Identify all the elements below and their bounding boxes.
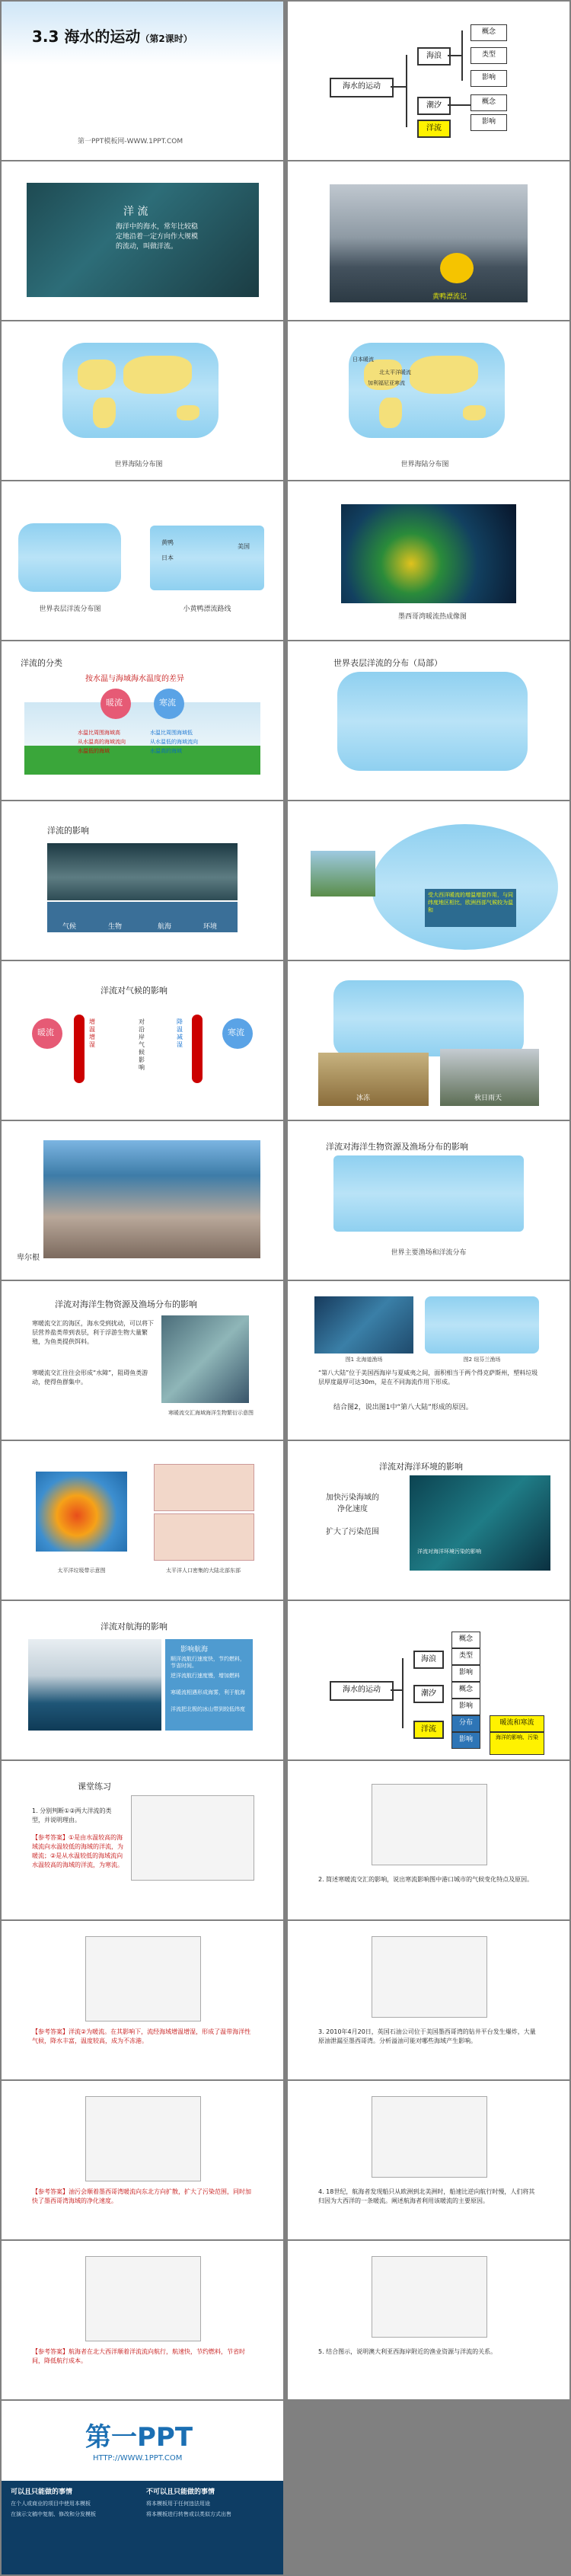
col1-line-2: 在演示文稿中复制、修改和分发模板 <box>11 2511 96 2517</box>
cold-desc-1: 水温比周围海域低 <box>150 730 193 736</box>
slide-3[interactable] <box>2 161 283 320</box>
slide-12[interactable] <box>288 801 569 960</box>
classification-graphic <box>24 702 260 775</box>
fig2-caption: 图2 纽芬兰渔场 <box>463 1357 501 1363</box>
bullet-2: 逆洋流航行速度慢，增加燃料 <box>171 1673 240 1679</box>
slide-25[interactable] <box>2 1921 283 2079</box>
stamp-2 <box>154 1513 254 1561</box>
world-currents-map <box>18 523 121 592</box>
pollution-caption: 洋流对海洋环境污染的影响 <box>417 1548 481 1555</box>
waves-photo <box>47 843 238 900</box>
thermal-image <box>341 504 516 603</box>
thermometer-cold <box>192 1015 203 1083</box>
fishing-caption: 世界主要渔场和洋流分布 <box>391 1249 467 1257</box>
cold-label: 寒流 <box>228 1028 244 1037</box>
europe-map <box>372 824 558 950</box>
thermal-caption: 墨西哥湾暖流热成像图 <box>397 613 467 621</box>
sub-impact: 影响 <box>451 1732 480 1749</box>
label-california: 加利福尼亚寒流 <box>368 380 405 386</box>
harbor-photo <box>330 184 528 302</box>
brand-logo: 第一PPT <box>85 2422 193 2453</box>
answer-4: 【参考答案】航海者在北大西洋顺着洋流流向航行，航速快，节约燃料，节省时间，降低航行成本。 <box>32 2348 245 2364</box>
leaf-impact-2: 影响 <box>451 1699 480 1715</box>
question-2: 2. 简述寒暖流交汇的影响，说出寒流影响图中港口城市的气候变化特点及原因。 <box>318 1876 534 1883</box>
partial-current-map <box>337 672 528 771</box>
coastal-impact: 对沿岸气候影响 <box>139 1018 145 1071</box>
branch-tides: 潮汐 <box>417 97 451 115</box>
map-label-usa: 美国 <box>238 543 250 550</box>
detail-marine-effects: 海洋的影响、污染 <box>490 1732 544 1755</box>
map-label-japan: 日本 <box>161 555 174 561</box>
slide-1[interactable] <box>2 2 283 160</box>
brand-slide[interactable] <box>2 2401 283 2574</box>
exercise-map <box>372 1784 487 1865</box>
stamp-1 <box>154 1464 254 1511</box>
slide-10[interactable] <box>288 641 569 800</box>
leaf-impact: 影响 <box>471 70 507 87</box>
slide-title: 洋流对海洋环境的影响 <box>379 1462 463 1472</box>
branch-waves: 海浪 <box>417 47 451 66</box>
garbage-text: “第八大陆”位于美国西海岸与夏威夷之间，面积相当于两个得克萨斯州，塑料垃圾层厚度最厚可达30m，是在不同海流作用下形成。 <box>318 1369 538 1385</box>
rainy-caption: 秋日雨天 <box>474 1095 502 1102</box>
answer-1: 【参考答案】①是由水温较高的海域流向水温较低的海域的洋流，为暖流；②是从水温较低的海域流向水温较高的海域的洋流，为寒流。 <box>32 1834 123 1868</box>
fig1-caption: 图1 北海道渔场 <box>345 1357 383 1363</box>
question-5: 5. 结合图示，说明澳大利亚西海岸附近的渔业资源与洋流的关系。 <box>318 2348 497 2355</box>
answer-3: 【参考答案】油污会顺着墨西哥湾暖流向东北方向扩散，扩大了污染范围，同时加快了墨西哥湾海域的净化速度。 <box>32 2188 251 2204</box>
garbage-question: 结合图2，说出图1中“第八大陆”形成的原因。 <box>333 1404 473 1411</box>
warm-desc-2: 从水温高的海域流向 <box>78 739 126 745</box>
warm-label: 暖流 <box>37 1028 54 1037</box>
fishing-map <box>333 1155 524 1232</box>
impact-climate: 气候 <box>62 923 77 931</box>
slide-title: 洋流对海洋生物资源及渔场分布的影响 <box>326 1142 468 1152</box>
panel-heading: 影响航海 <box>180 1646 209 1654</box>
slide-29[interactable] <box>2 2241 283 2399</box>
garbage-map <box>36 1472 127 1552</box>
branch-tides: 潮汐 <box>413 1685 444 1703</box>
rubber-duck <box>440 253 474 283</box>
thermometer-hot <box>74 1015 85 1083</box>
slide-4[interactable] <box>288 161 569 320</box>
exercise-map <box>372 2096 487 2178</box>
slide-9[interactable] <box>2 641 283 800</box>
frozen-photo <box>318 1053 429 1106</box>
map-caption: 世界海陆分布图 <box>400 461 449 468</box>
slide-11[interactable] <box>2 801 283 960</box>
region-map <box>333 980 524 1056</box>
label-north-pacific: 北太平洋暖流 <box>379 369 411 376</box>
fishery-photo <box>161 1315 249 1403</box>
frozen-caption: 冰冻 <box>356 1095 371 1102</box>
classification-note: 按水温与海域海水温度的差异 <box>85 675 184 683</box>
root-node: 海水的运动 <box>330 78 394 97</box>
slide-27[interactable] <box>2 2081 283 2239</box>
question-3: 3. 2010年4月20日，英国石油公司位于美国墨西哥湾的钻井平台发生爆炸，大量原油泄漏至墨西哥湾。分析溢油可能对哪些海域产生影响。 <box>318 2028 536 2044</box>
slide-14[interactable] <box>288 961 569 1120</box>
exercise-map <box>85 1936 201 2021</box>
slide-26[interactable] <box>288 1921 569 2079</box>
detail-warm-cold: 暖流和寒流 <box>490 1715 544 1732</box>
slide-title: 洋流的影响 <box>47 826 89 836</box>
caption-right: 小黄鸭漂流路线 <box>183 606 231 613</box>
root-node: 海水的运动 <box>330 1681 394 1701</box>
impact-environment: 环境 <box>203 923 218 931</box>
bergen-photo <box>43 1140 260 1258</box>
bergen-caption: 卑尔根 <box>17 1254 40 1262</box>
slide-6[interactable] <box>288 321 569 480</box>
slide-21[interactable] <box>2 1601 283 1759</box>
spread-line: 扩大了污染范围 <box>326 1528 379 1536</box>
slide-16[interactable] <box>288 1121 569 1280</box>
info-panel <box>165 1639 253 1731</box>
exercise-map <box>85 2256 201 2341</box>
slide-title: 课堂练习 <box>78 1782 111 1791</box>
slide-2[interactable] <box>288 2 569 160</box>
cold-desc-2: 从水温低的海域流向 <box>150 739 198 745</box>
stamp-caption: 太平洋人口密集的大陆北部东部 <box>166 1568 241 1574</box>
leaf-impact-2: 影响 <box>471 114 507 131</box>
exercise-map <box>131 1795 254 1881</box>
paragraph-2: 寒暖流交汇往往会形成“水障”，阻碍鱼类游动，使得鱼群集中。 <box>32 1369 148 1385</box>
slide-13[interactable] <box>2 961 283 1120</box>
branch-currents: 洋流 <box>417 120 451 138</box>
col2-line-1: 将本模板用于任何违法用途 <box>146 2501 210 2507</box>
cold-desc-3: 水温高的海域 <box>150 748 182 754</box>
impact-navigation: 航海 <box>158 923 172 931</box>
slide-17[interactable] <box>2 1281 283 1440</box>
current-label: 洋 流 <box>123 206 148 218</box>
impact-biology: 生物 <box>108 923 123 931</box>
branch-waves: 海浪 <box>413 1651 444 1669</box>
col1-title: 可以且只能做的事情 <box>11 2488 73 2496</box>
question-1: 1. 分别判断①②两大洋流的类型，并说明理由。 <box>32 1807 112 1823</box>
garbage-map-caption: 太平洋垃圾带示意图 <box>57 1568 106 1574</box>
landscape-photo <box>311 851 375 896</box>
bullet-1: 顺洋流航行速度快，节约燃料，节省时间。 <box>171 1656 245 1669</box>
slide-18[interactable] <box>288 1281 569 1440</box>
slide-28[interactable] <box>288 2081 569 2239</box>
col2-title: 不可以且只能做的事情 <box>146 2488 215 2496</box>
slide-22[interactable] <box>288 1601 569 1759</box>
slide-23[interactable] <box>2 1761 283 1919</box>
slide-30[interactable] <box>288 2241 569 2399</box>
map-caption: 世界海陆分布图 <box>114 461 163 468</box>
answer-2: 【参考答案】洋流②为暖流。在其影响下，流经海域增温增湿，形成了温带海洋性气候，降水丰富，温度较高，成为不冻港。 <box>32 2028 251 2044</box>
leaf-concept: 概念 <box>451 1632 480 1648</box>
slide-title: 洋流对航海的影响 <box>100 1622 167 1632</box>
slide-24[interactable] <box>288 1761 569 1919</box>
sub-distribution: 分布 <box>451 1715 480 1732</box>
warm-effect: 增温增湿 <box>89 1018 95 1048</box>
fig1-map <box>314 1296 413 1354</box>
slide-subtitle: （第2课时） <box>140 34 193 44</box>
leaf-impact: 影响 <box>451 1665 480 1682</box>
cold-effect: 降温减湿 <box>177 1018 183 1048</box>
map-label-duck: 黄鸭 <box>161 539 174 546</box>
slide-title: 洋流的分类 <box>21 658 62 668</box>
current-definition: 海洋中的海水，常年比较稳定地沿着一定方向作大规模的流动，叫做洋流。 <box>116 223 199 251</box>
exercise-map <box>372 2256 487 2338</box>
fig2-map <box>425 1296 539 1354</box>
leaf-concept-2: 概念 <box>451 1682 480 1699</box>
leaf-concept: 概念 <box>471 24 507 41</box>
slide-title: 世界表层洋流的分布（局部） <box>333 658 442 668</box>
duck-caption: 黄鸭漂流记 <box>432 293 467 301</box>
slide-15[interactable] <box>2 1121 283 1280</box>
purify-line-1: 加快污染海域的 <box>326 1494 379 1502</box>
slide-20[interactable] <box>288 1441 569 1600</box>
bullet-3: 寒暖流相遇形成海雾，利于航海 <box>171 1689 245 1695</box>
bullet-4: 洋流把北极的冰山带到较低纬度 <box>171 1706 245 1712</box>
col1-line-1: 在个人或商业的项目中使用本模板 <box>11 2501 91 2507</box>
purify-line-2: 净化速度 <box>337 1505 368 1513</box>
slide-5[interactable] <box>2 321 283 480</box>
leaf-type: 类型 <box>451 1648 480 1665</box>
leaf-type: 类型 <box>471 47 507 64</box>
slide-8[interactable] <box>288 481 569 640</box>
branch-currents: 洋流 <box>413 1721 444 1739</box>
cold-label: 寒流 <box>159 698 176 708</box>
slide-title: 洋流对海洋生物资源及渔场分布的影响 <box>55 1299 197 1309</box>
warm-desc-1: 水温比周围海域高 <box>78 730 120 736</box>
caption-left: 世界表层洋流分布图 <box>39 606 101 613</box>
footer-text: 第一PPT模板网-WWW.1PPT.COM <box>78 138 183 145</box>
warm-desc-3: 水温低的海域 <box>78 748 110 754</box>
slide-7[interactable] <box>2 481 283 640</box>
slide-19[interactable] <box>2 1441 283 1600</box>
question-4: 4. 18世纪，航海者发现船只从欧洲到北美洲时，船速比逆向航行时慢，人们将其归因为大西洋的一条暖流。阐述航海者利用该暖流的主要原因。 <box>318 2188 535 2204</box>
slide-title: 洋流对气候的影响 <box>100 986 167 996</box>
paragraph-1: 寒暖流交汇的海区，海水受到扰动，可以将下层营养盐类带到表层，利于浮游生物大量繁殖，为鱼类提供饵料。 <box>32 1320 154 1345</box>
exercise-map <box>85 2096 201 2181</box>
label-japan-current: 日本暖流 <box>352 356 374 363</box>
col2-line-2: 将本模板进行转售或以类似方式出售 <box>146 2511 231 2517</box>
leaf-concept-2: 概念 <box>471 94 507 111</box>
ship-photo <box>28 1639 161 1731</box>
slide-title: 3.3 海水的运动 <box>32 27 141 46</box>
warm-label: 暖流 <box>106 698 123 708</box>
europe-caption: 受大西洋暖流的增温增湿作用，与同纬度地区相比，欧洲西部气候较为温和 <box>428 892 513 913</box>
fishery-caption: 寒暖流交汇海域海洋生物繁衍示意图 <box>168 1410 254 1416</box>
pollution-photo <box>410 1475 550 1571</box>
brand-url[interactable]: HTTP://WWW.1PPT.COM <box>93 2454 183 2463</box>
exercise-map <box>372 1936 487 2018</box>
